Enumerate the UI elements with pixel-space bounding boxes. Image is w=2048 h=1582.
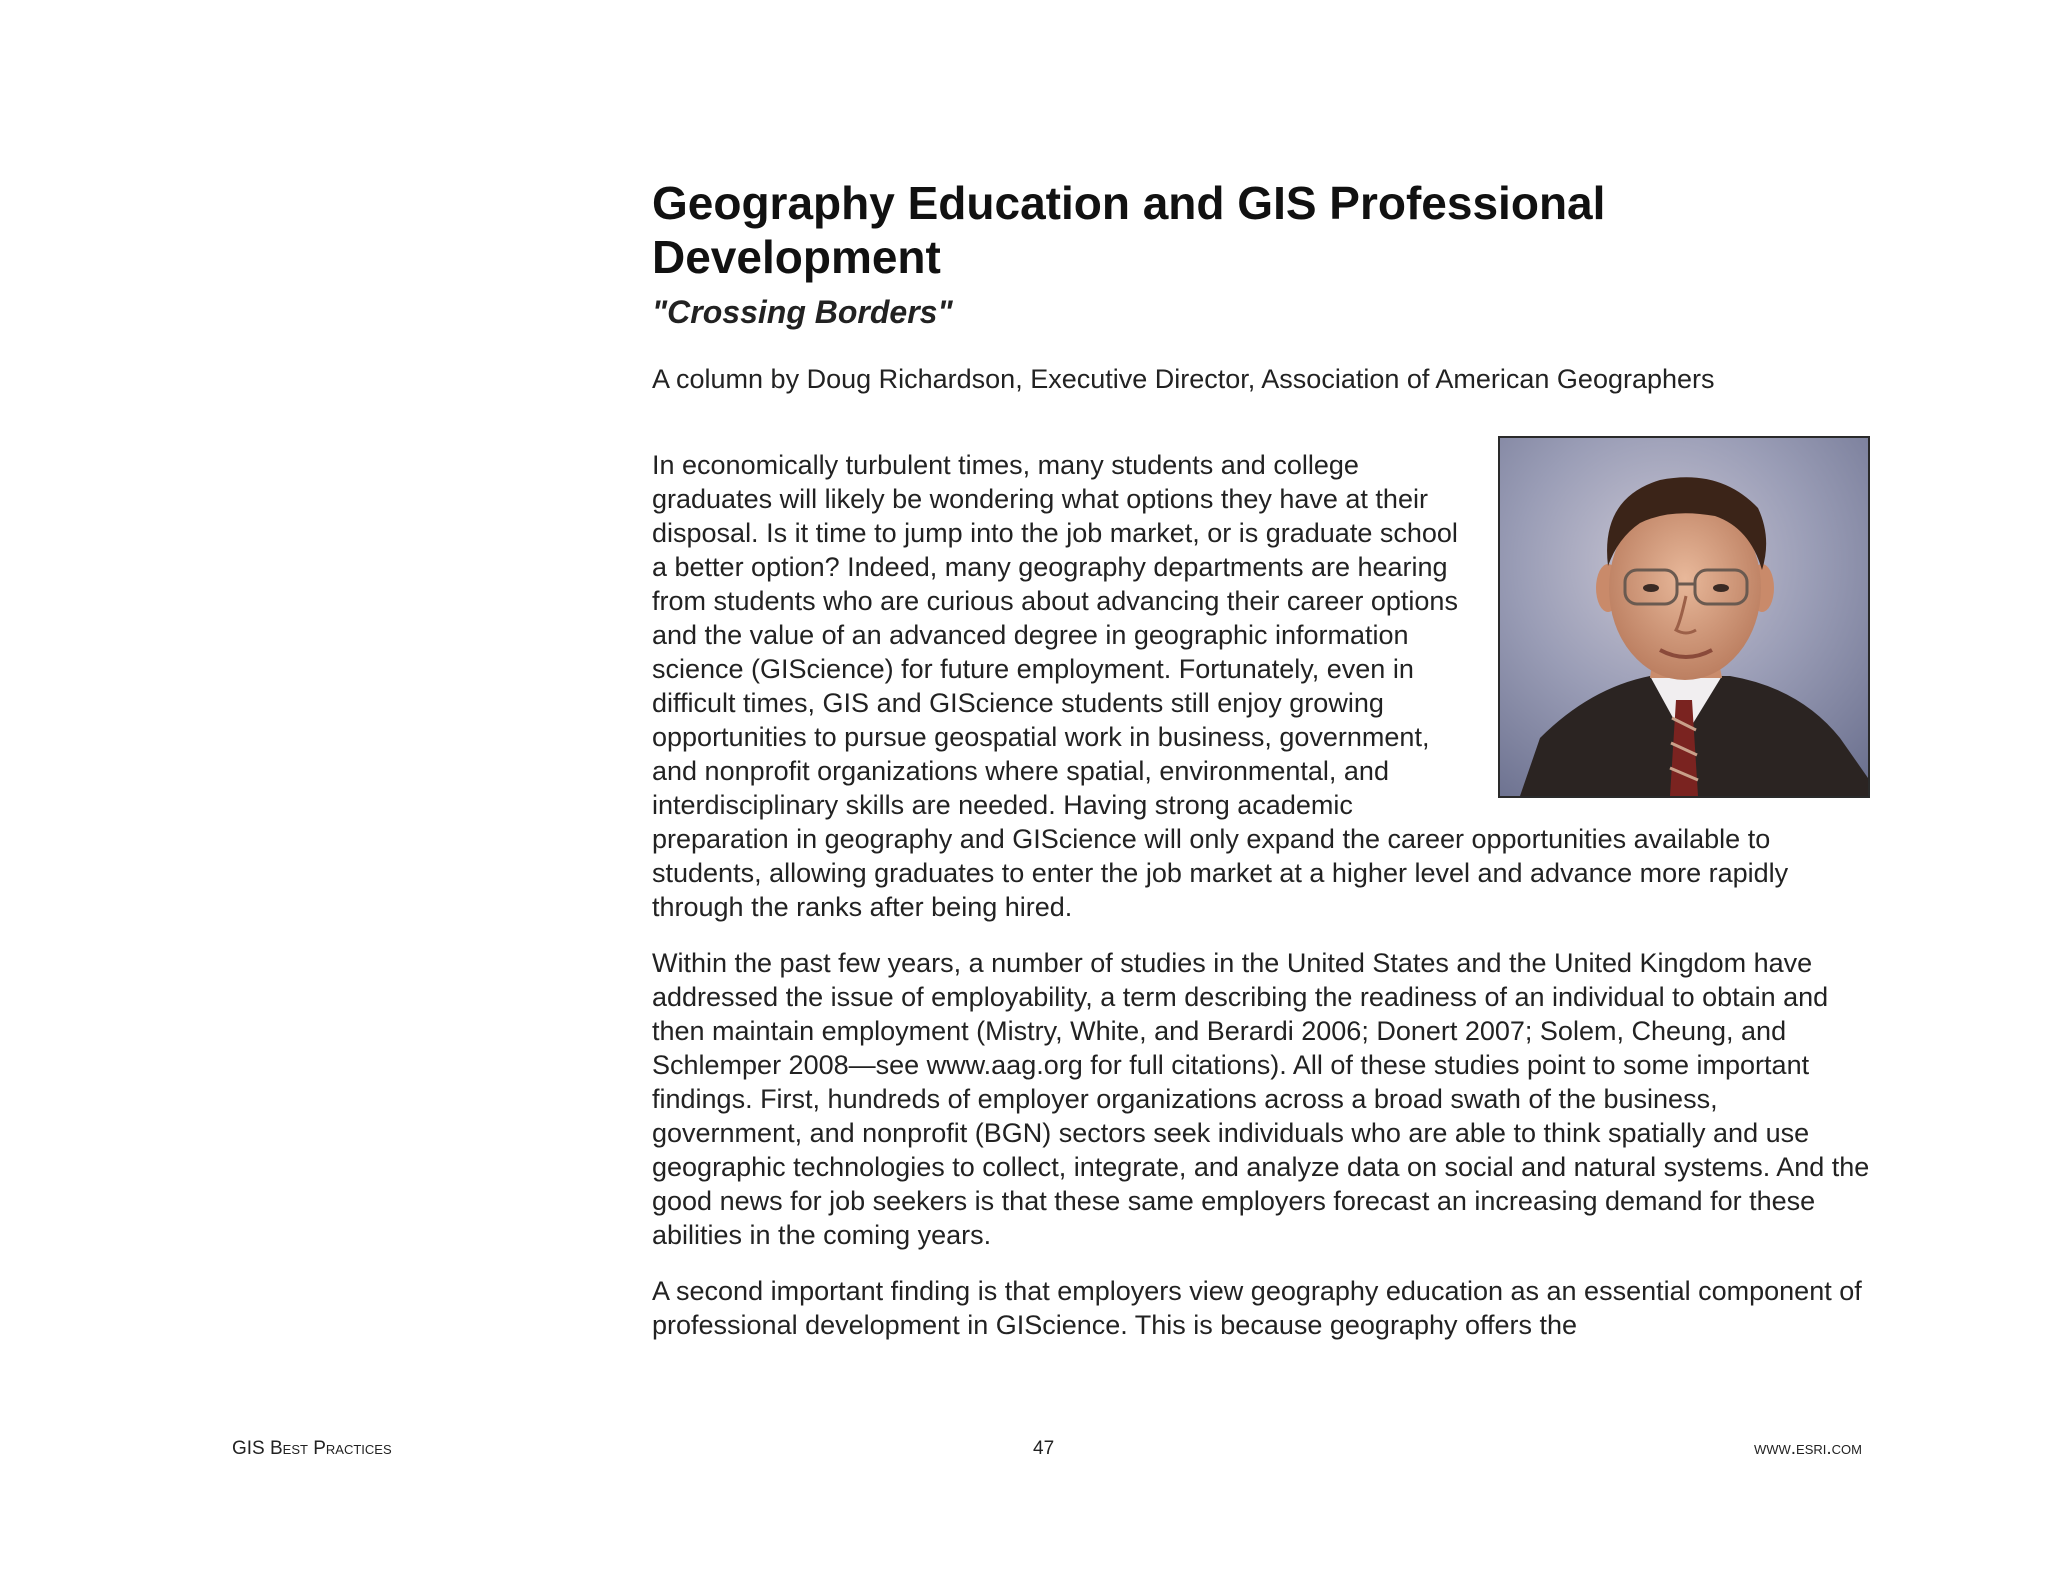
footer-website: www.esri.com [1753, 1438, 1862, 1459]
paragraph: Within the past few years, a number of studies in the United States and the United Kingdom have addressed the issue of employability, a term describing the readiness of an individual to obtain and then maintain employment (Mistry, White, and Berardi 2006; Donert 2007; Solem, Cheung, and Schlemper 2008—see www.aag.org for full citations). All of these studies point to some important findings. First, hundreds of employer organizations across a broad swath of the business, government, and nonprofit (BGN) sectors seek individuals who are able to think spatially and use geographic technologies to collect, integrate, and analyze data on social and natural systems. And the good news for job seekers is that these same employers forecast an increasing demand for these abilities in the coming years. [652, 948, 1870, 1250]
article-body [652, 448, 1870, 1342]
paragraph: A second important finding is that employers view geography education as an essential component of professional development in GIScience. This is because geography offers the [652, 1276, 1862, 1340]
article-byline: A column by Doug Richardson, Executive Director, Association of American Geographers [652, 364, 1715, 394]
footer-publication: GIS Best Practices [232, 1438, 392, 1459]
article [652, 176, 1870, 1364]
author-photo [1498, 436, 1870, 798]
article-subtitle: "Crossing Borders" [652, 294, 953, 330]
paragraph: In economically turbulent times, many students and college graduates will likely be wondering what options they have at their disposal. Is it time to jump into the job market, or is graduate school a better option? Indeed, many geography departments are hearing from students who are curious about advancing their career options and the value of an advanced degree in geographic information science (GIScience) for future employment. Fortunately, even in difficult times, GIS and GIScience students still enjoy growing opportunities to pursue geospatial work in business, government, and nonprofit organizations where spatial, environmental, and interdisciplinary skills are needed. Having strong academic preparation in geography and GIScience will only expand the career opportunities available to students, allowing graduates to enter the job market at a higher level and advance more rapidly through the ranks after being hired. [652, 450, 1789, 922]
footer-page-number: 47 [1033, 1438, 1055, 1459]
article-title: Geography Education and GIS Professional Development [652, 177, 1606, 283]
